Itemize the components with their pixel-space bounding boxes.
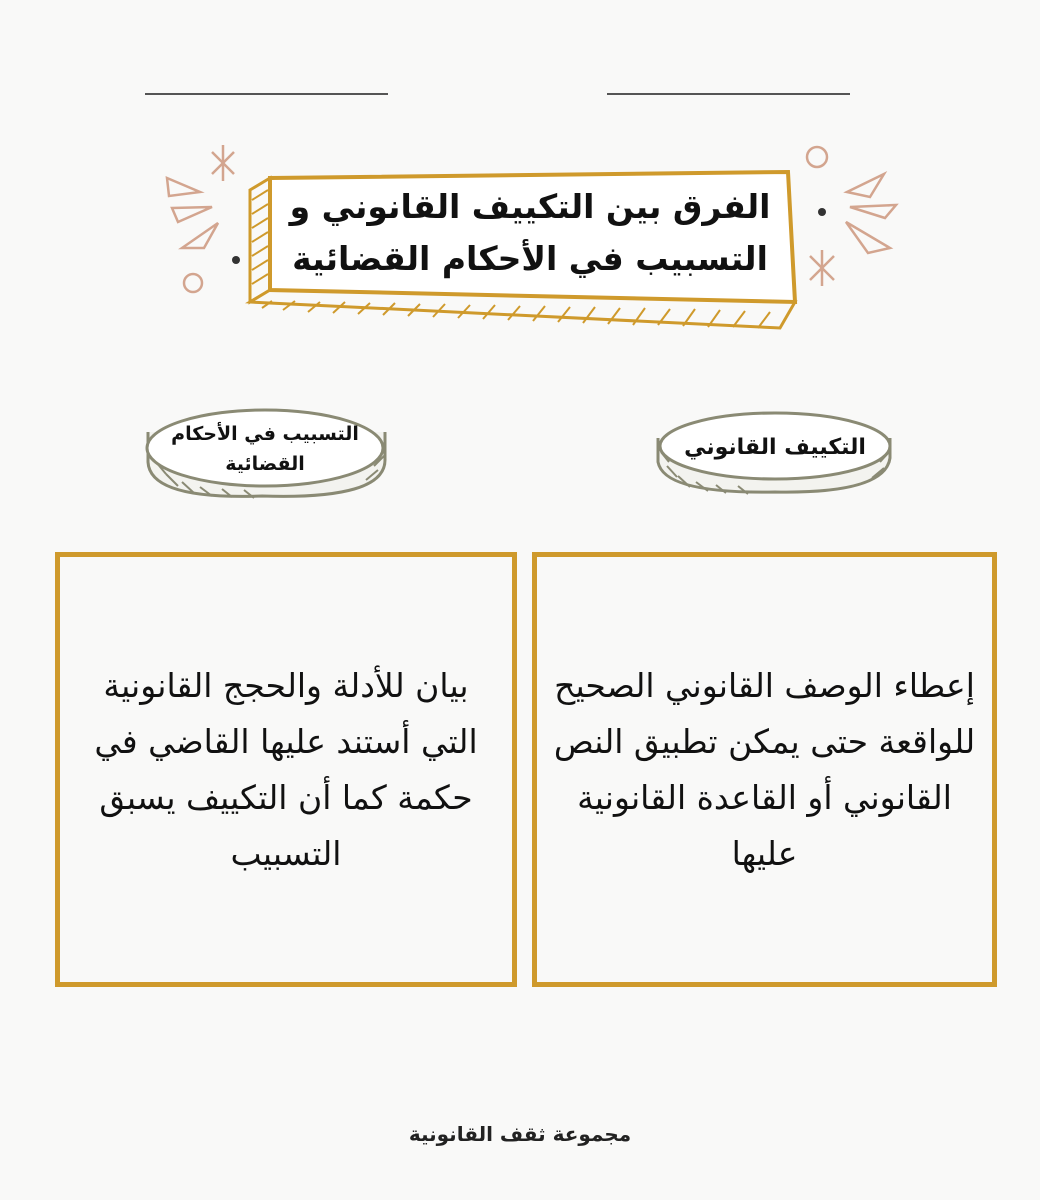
dot-right [818, 208, 826, 216]
definition-text-right: إعطاء الوصف القانوني الصحيح للواقعة حتى يمكن تطبيق النص القانوني أو القاعدة القانونية عليها [553, 665, 976, 873]
definition-box-left [55, 552, 517, 987]
footer-credit: مجموعة ثقف القانونية [408, 1122, 632, 1146]
dot-left [232, 256, 240, 264]
label-legal-characterization: التكييف القانوني [684, 434, 866, 460]
definition-box-right [532, 552, 997, 987]
sparkle-right [807, 147, 896, 286]
label-reasoning-in-judgments [150, 412, 380, 486]
sparkle-left [167, 145, 234, 292]
label-left-line-1: التسبيب في الأحكام [171, 423, 359, 445]
label-left-line-2: القضائية [225, 453, 305, 475]
title-line-2: التسبيب في الأحكام القضائية [292, 239, 768, 278]
title-line-1: الفرق بين التكييف القانوني و [289, 187, 771, 226]
page-title [270, 178, 790, 288]
definition-text-left: بيان للأدلة والحجج القانونية التي أستند عليها القاضي في حكمة كما أن التكييف يسبق التسبيب [94, 665, 478, 873]
